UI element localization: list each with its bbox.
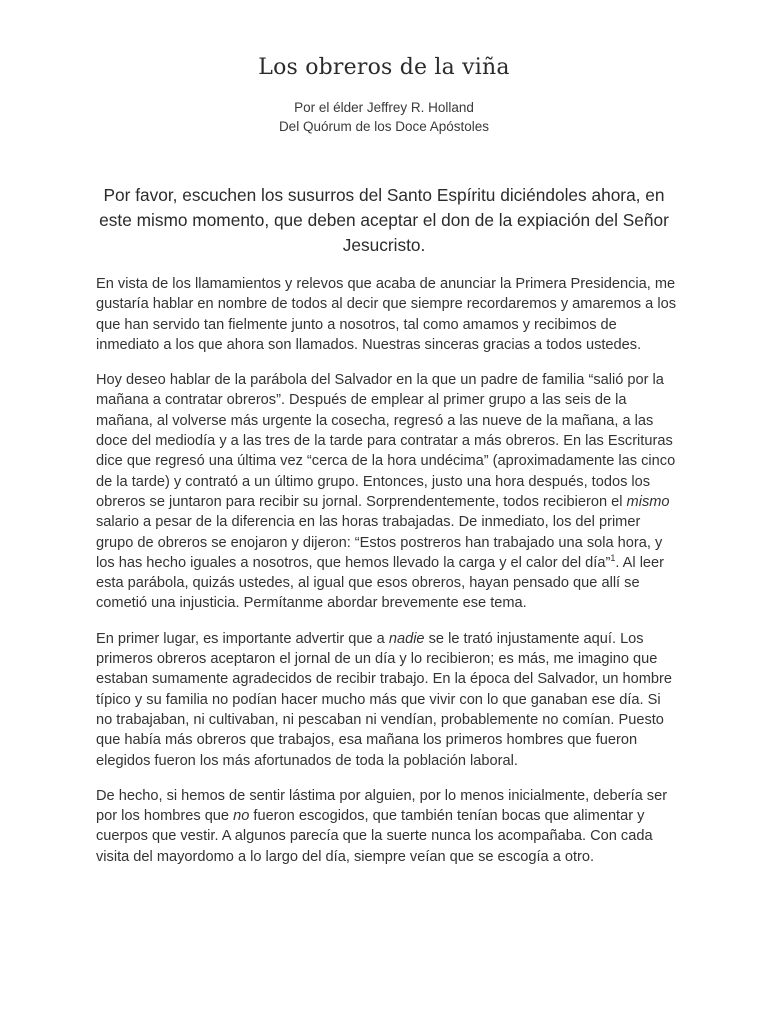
article-title: Los obreros de la viña <box>258 55 510 80</box>
paragraph-3-text-a: En primer lugar, es importante advertir que a <box>96 630 389 647</box>
emphasis-no: no <box>233 808 250 825</box>
paragraph-4 <box>96 786 678 867</box>
paragraph-3-text-b: se le trató injustamente aquí. Los primeros obreros aceptaron el jornal de un día y lo recibieron; es más, me imagino que estaban sumamente agradecidos de recibir trabajo. En la época del Salvador, un hombre típico y su familia no podían hacer mucho más que vivir con lo que ganaban ese día. Si no trabajaban, ni cultivaban, ni pescaban ni vendían, probablemente no comían. Puesto que había más obreros que trabajos, esa mañana los primeros hombres que fueron elegidos fueron los más afortunados de toda la población laboral. <box>96 630 672 769</box>
emphasis-nadie: nadie <box>388 630 425 647</box>
lead-quote: Por favor, escuchen los susurros del Santo Espíritu diciéndoles ahora, en este mismo momento, que deben aceptar el don de la expiación del Señor Jesucristo. <box>99 185 669 255</box>
paragraph-4-text-a: De hecho, si hemos de sentir lástima por alguien, por lo menos inicialmente, debería ser por los hombres que <box>96 787 668 825</box>
calling-line: Del Quórum de los Doce Apóstoles <box>278 119 490 134</box>
emphasis-mismo: mismo <box>626 493 670 510</box>
footnote-ref-1[interactable]: 1 <box>610 553 616 563</box>
paragraph-2-text-c: . Al leer esta parábola, quizás ustedes, al igual que esos obreros, hayan pensado que allí se cometió una injusticia. Permítanme abordar brevemente ese tema. <box>96 554 665 612</box>
byline <box>0 98 768 136</box>
article-body <box>96 274 678 882</box>
paragraph-2 <box>96 370 678 614</box>
paragraph-1: En vista de los llamamientos y relevos que acaba de anunciar la Primera Presidencia, me gustaría hablar en nombre de todos al decir que siempre recordaremos y amaremos a los que han servido tan fielmente junto a nosotros, tal como amamos y recibimos de inmediato a los que ahora son llamados. Nuestras sinceras gracias a todos ustedes. <box>96 276 676 353</box>
author-line: Por el élder Jeffrey R. Holland <box>294 100 474 115</box>
paragraph-4-text-b: fueron escogidos, que también tenían bocas que alimentar y cuerpos que vestir. A algunos parecía que la suerte nunca los acompañaba. Con cada visita del mayordomo a lo largo del día, siempre veían que se escogía a otro. <box>96 808 653 865</box>
paragraph-2-text-a: Hoy deseo hablar de la parábola del Salvador en la que un padre de familia “salió por la mañana a contratar obreros”. Después de emplear al primer grupo a las seis de la mañana, al volverse más urgente la cosecha, regresó a las nueve de la mañana, a las doce del mediodía y a las tres de la tarde para contratar a más obreros. En las Escrituras dice que regresó una última vez “cerca de la hora undécima” (aproximadamente las cinco de la tarde) y contrató a un último grupo. Entonces, justo una hora después, todos los obreros se juntaron para recibir su jornal. Sorprendentemente, todos recibieron el <box>96 372 676 510</box>
paragraph-3 <box>96 629 678 771</box>
paragraph-2-text-b: salario a pesar de la diferencia en las horas trabajadas. De inmediato, los del primer grupo de obreros se enojaron y dijeron: “Estos postreros han trabajado una sola hora, y los has hecho iguales a nosotros, que hemos llevado la carga y el calor del día” <box>96 514 663 571</box>
